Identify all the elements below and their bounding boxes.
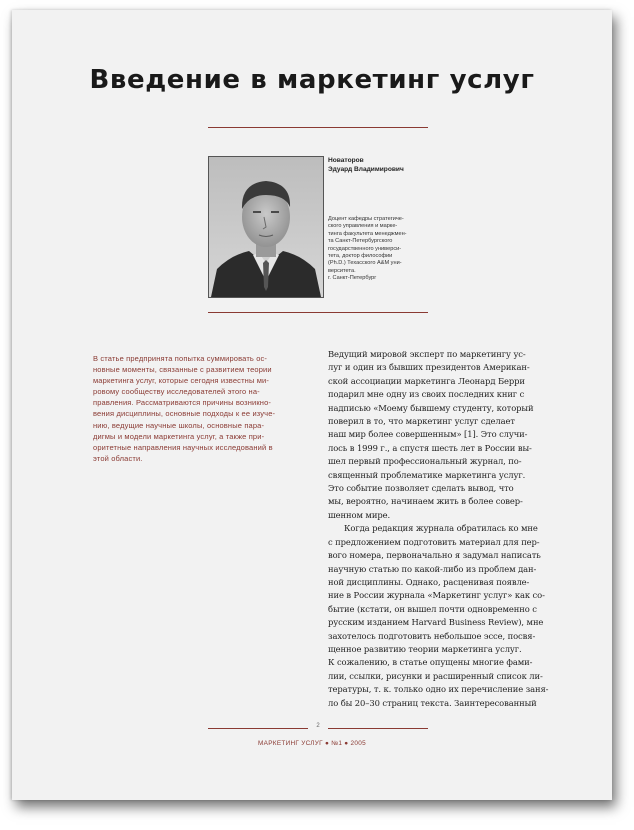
journal-page [12, 10, 612, 800]
abstract-line: дигмы и модели маркетинга услуг, а также при- [93, 431, 265, 441]
author-bio [328, 216, 440, 283]
abstract-line: правления. Рассматриваются причины возникно- [93, 398, 272, 408]
body-line: захотелось подготовить небольшое эссе, посвя- [328, 630, 536, 641]
bio-line: верситета. [328, 267, 356, 274]
abstract-line: вения дисциплины, основные подходы к ее изуче- [93, 409, 276, 419]
body-line: священный проблематике маркетинга услуг. [328, 469, 526, 480]
body-line: мы, вероятно, начинаем жить в более совер- [328, 496, 523, 507]
body-line: с предложением подготовить материал для пер- [328, 536, 540, 547]
body-line: ние в России журнала «Маркетинг услуг» как со- [328, 590, 545, 601]
body-line: бытие (кстати, он вышел почти одновременно с [328, 603, 537, 614]
bio-line: тинга факультета менеджмен- [328, 230, 407, 237]
body-line: ной дисциплины. Однако, расценивая появле- [328, 576, 530, 587]
body-line: вого номера, первоначально я задумал написать [328, 550, 541, 561]
journal-footer: МАРКЕТИНГ УСЛУГ ● №1 ● 2005 [258, 740, 366, 747]
body-line: ской ассоциации маркетинга Леонард Берри [328, 375, 525, 386]
body-line: наш мир более совершенным» [1]. Это случи- [328, 429, 528, 440]
article-body [328, 348, 550, 710]
abstract-line: ровому сообществу исследователей этого на- [93, 387, 260, 397]
author-name [328, 156, 458, 174]
body-line: Это событие позволяет сделать вывод, что [328, 483, 514, 494]
header-divider [208, 312, 428, 313]
bio-line: (Ph.D.) Техасского A&M уни- [328, 260, 402, 267]
body-line: лось в 1999 г., а спустя шесть лет в России вы- [328, 442, 532, 453]
author-given-name: Эдуард Владимирович [328, 166, 404, 173]
bio-line: та Санкт-Петербургского [328, 238, 393, 245]
author-city: г. Санкт-Петербург [328, 275, 377, 282]
author-surname: Новаторов [328, 157, 364, 164]
abstract-line: нию, ведущие научные школы, основные пара- [93, 420, 265, 430]
abstract-line: маркетинга услуг, которые сегодня известны ми- [93, 376, 270, 386]
body-line: поверил в то, что маркетинг услуг сделает [328, 416, 515, 427]
portrait-image [209, 157, 323, 297]
bio-line: государственного универси- [328, 245, 402, 252]
abstract-line: В статье предпринята попытка суммировать ос- [93, 354, 268, 363]
body-line: лии, ссылки, рисунки и расширенный список ли- [328, 670, 543, 681]
page-number: 2 [316, 723, 320, 729]
title-divider [208, 127, 428, 128]
body-line: русским изданием Harvard Business Review), мне [328, 617, 544, 628]
author-photo [208, 156, 324, 298]
body-line: ло бы 20–30 страниц текста. Заинтересованный [328, 697, 537, 708]
abstract-line: новные моменты, связанные с развитием теории [93, 365, 272, 375]
article-abstract [93, 353, 319, 464]
article-title: Введение в маркетинг услуг [89, 65, 535, 95]
bio-line: тета, доктор философии [328, 253, 393, 260]
body-line: научную статью по какой-либо из проблем дан- [328, 563, 537, 574]
body-line: К сожалению, в статье опущены многие фами- [328, 657, 533, 668]
body-line: тературы, т. к. только одно их перечисление заня- [328, 684, 549, 695]
abstract-line: этой области. [93, 453, 143, 463]
body-line: щенное развитию теории маркетинга услуг. [328, 643, 522, 654]
body-line: шенном мире. [328, 509, 391, 520]
body-line: луг и один из бывших президентов Американ- [328, 362, 530, 373]
body-line: шел первый профессиональный журнал, по- [328, 456, 522, 467]
footer-divider-right [328, 728, 428, 729]
abstract-line: оритетные направления научных исследований в [93, 442, 273, 452]
body-line: Когда редакция журнала обратилась ко мне [344, 523, 538, 534]
body-line: подарил мне одну из своих последних книг с [328, 389, 525, 400]
body-line: Ведущий мировой эксперт по маркетингу ус- [328, 349, 526, 359]
body-line: надписью «Моему бывшему студенту, который [328, 402, 534, 413]
bio-line: Доцент кафедры стратегиче- [328, 216, 404, 222]
bio-line: ского управления и марке- [328, 223, 398, 230]
footer-divider-left [208, 728, 308, 729]
